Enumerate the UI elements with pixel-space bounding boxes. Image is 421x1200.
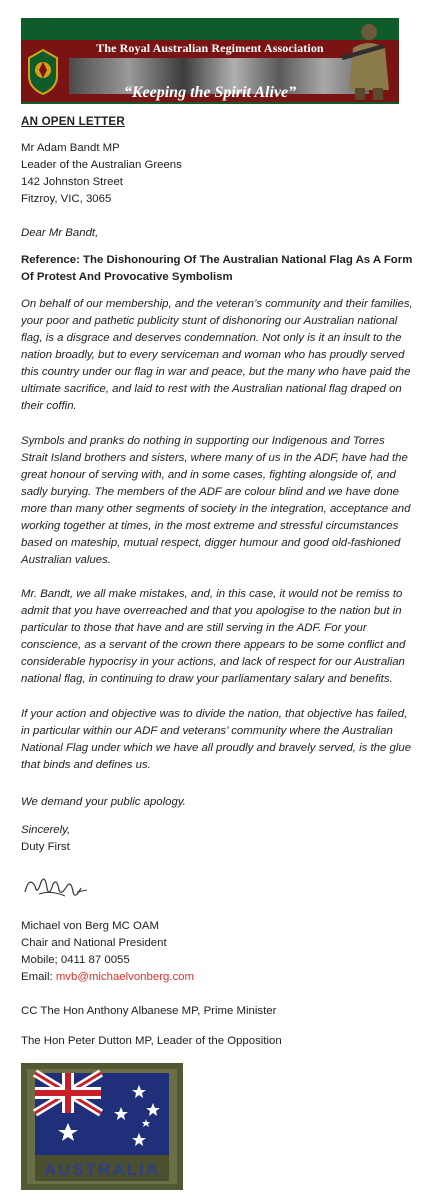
paragraph-line: Symbols and pranks do nothing in supporting our Indigenous and Torres [21,435,385,447]
paragraph-line: nation broadly, but to every serviceman and woman who has proudly served [21,349,405,361]
cc-line: CC The Hon Anthony Albanese MP, Prime Minister [21,1005,277,1017]
paragraph-line: that binds and defines us. [21,759,151,771]
paragraph-line: particular to those that have and are still serving in the ADF. For your [21,622,367,634]
paragraph-line: your poor and pathetic publicity stunt of dishonoring our Australian national [21,315,398,327]
signatory-block [21,918,406,986]
paragraph-line: If your action and objective was to divide the nation, that objective has failed, [21,708,408,720]
letter-heading: AN OPEN LETTER [21,115,125,128]
banner-motto: “Keeping the Spirit Alive” [123,84,297,101]
paragraph-line: We demand your public apology. [21,796,186,808]
banner-title: The Royal Australian Regiment Association [96,41,324,55]
signatory-email-row [21,969,406,986]
paragraph-line: admit that you have overreached and that you apologise to the nation but in [21,605,402,617]
paragraph-line: ultimate sacrifice, and laid to rest with the Australian national flag draped on [21,383,402,395]
cc-line: The Hon Peter Dutton MP, Leader of the Opposition [21,1035,282,1047]
reference-line [21,252,413,286]
paragraph-line: National Flag under which we have all proudly and bravely served, is the glue [21,742,412,754]
patch-label: AUSTRALIA [43,1160,161,1179]
paragraph-2 [21,433,411,569]
paragraph-line: conscience, as a servant of the crown there appears to be some conflict and [21,639,406,651]
address-line: 142 Johnston Street [21,176,123,188]
email-label: Email: [21,971,56,983]
paragraph-line: based on mateship, mutual respect, digger humour and good old-fashioned [21,537,401,549]
handwritten-signature [21,870,91,906]
paragraph-line: Strait Island brothers and sisters, where many of us in the ADF, have had the [21,452,408,464]
paragraph-3 [21,586,406,688]
address-line: Leader of the Australian Greens [21,159,182,171]
banner-bottom-band [21,102,399,104]
recipient-address [21,140,406,208]
address-line: Fitzroy, VIC, 3065 [21,193,112,205]
closing-block [21,822,406,856]
signatory-mobile: Mobile; 0411 87 0055 [21,954,130,966]
reference-text: Reference: The Dishonouring Of The Australian National Flag As A Form [21,254,413,266]
paragraph-line: Mr. Bandt, we all make mistakes, and, in this case, it would not be remiss to [21,588,403,600]
reference-text: Of Protest And Provocative Symbolism [21,271,233,283]
paragraph-4 [21,706,412,774]
australia-flag-patch [21,1063,183,1190]
paragraph-line: On behalf of our membership, and the veteran’s community and their families, [21,298,413,310]
paragraph-line: in particular within our ADF and veterans’ community where the Australian [21,725,393,737]
paragraph-line: great honour of serving with, and in some cases, fighting alongside of, and [21,469,396,481]
salutation: Dear Mr Bandt, [21,227,99,239]
paragraph-line: national flag, in continuing to draw your parliamentary salary and benefits. [21,673,393,685]
paragraph-line: flag, is a disgrace and deserves condemnation. Not only is it an insult to the [21,332,402,344]
union-jack-icon [35,1073,101,1113]
paragraph-5 [21,794,406,811]
paragraph-line: working together at times, in the most extreme and stressful circumstances [21,520,399,532]
paragraph-line: this country under our flag in war and peace, but the many who have paid the [21,366,411,378]
signatory-name: Michael von Berg MC OAM [21,920,159,932]
email-link[interactable]: mvb@michaelvonberg.com [55,971,194,983]
closing-text: Sincerely, [21,824,71,836]
paragraph-line: sadly burying. The members of the ADF are colour blind and we have done [21,486,399,498]
address-line: Mr Adam Bandt MP [21,142,120,154]
paragraph-line: more than many other segments of society in the integration, acceptance and [21,503,411,515]
paragraph-1 [21,296,413,415]
paragraph-line: considerable hypocrisy in your actions, and lack of respect for our Australian [21,656,405,668]
paragraph-line: Australian values. [21,554,111,566]
signatory-title: Chair and National President [21,937,167,949]
association-banner [21,18,399,104]
paragraph-line: their coffin. [21,400,77,412]
signoff-motto: Duty First [21,841,70,853]
